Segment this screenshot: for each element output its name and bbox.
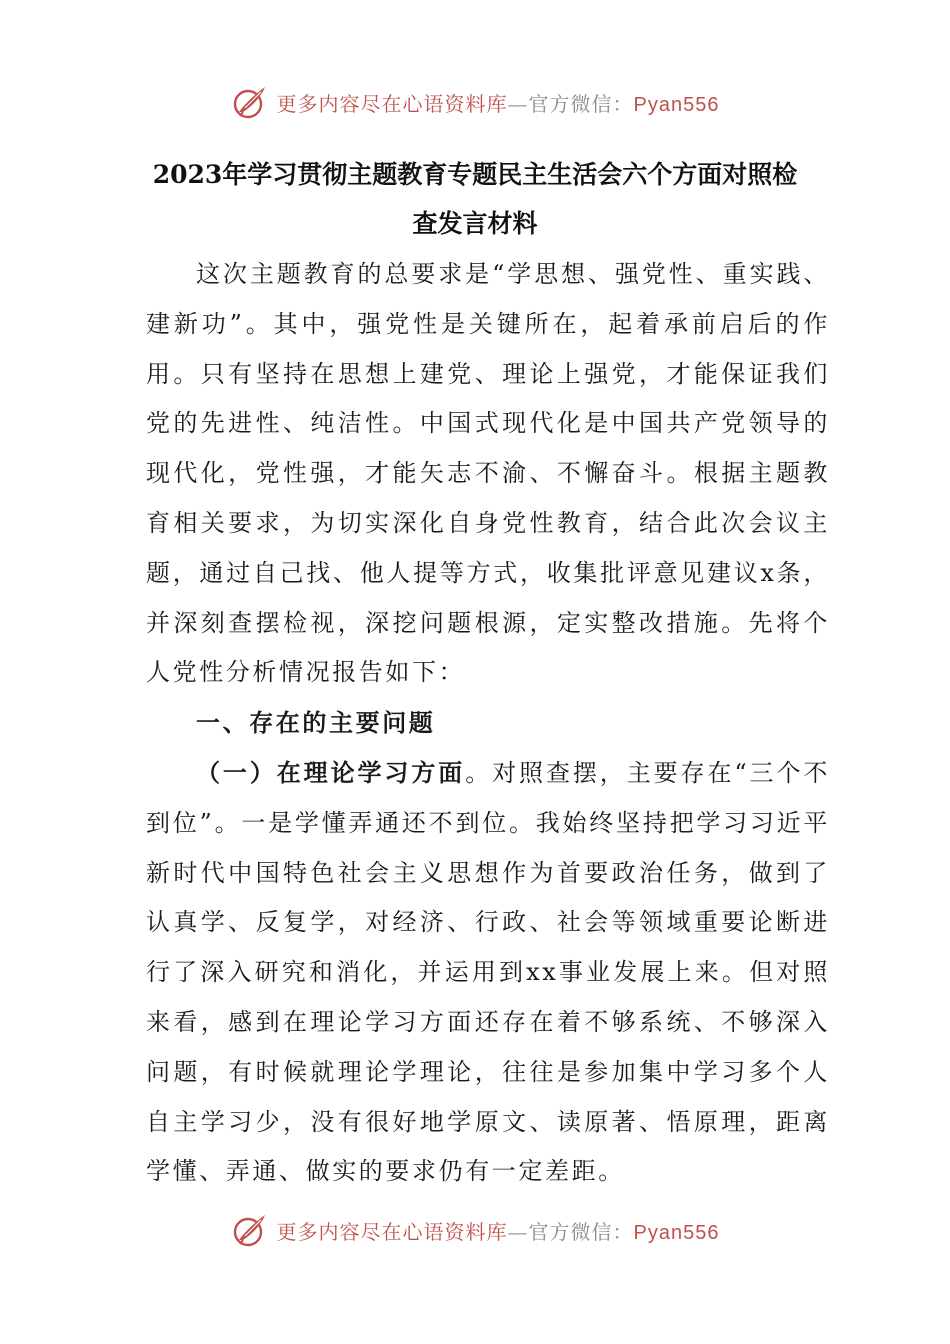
quill-pen-logo-icon [231, 1210, 271, 1250]
document-title-line-1: 2023年学习贯彻主题教育专题民主生活会六个方面对照检 [152, 160, 798, 189]
document-title-line-2: 查发言材料 [412, 209, 538, 238]
subsection-body-text: 。对照查摆，主要存在“三个不到位”。一是学懂弄通还不到位。我始终坚持把学习习近平新时代中国特色社会主义思想作为首要政治任务，做到了认真学、反复学，对经济、行政、社会等领域重要论断进行了深入研究和消化，并运用到xx事业发展上来。但对照来看，感到在理论学习方面还存在着不够系统、不够深入问题，有时候就理论学理论，往往是参加集中学习多个人自主学习少，没有很好地学原文、读原著、悟原理，距离学懂、弄通、做实的要求仍有一定差距。 [146, 758, 830, 1186]
banner-text: 更多内容尽在心语资料库—官方微信：Pyan556 [276, 91, 720, 116]
quill-pen-logo-icon [231, 82, 271, 122]
footer-watermark-banner [0, 1208, 950, 1252]
banner-text: 更多内容尽在心语资料库—官方微信：Pyan556 [276, 1219, 720, 1244]
intro-paragraph: 这次主题教育的总要求是“学思想、强党性、重实践、建新功”。其中，强党性是关键所在，起着承前启后的作用。只有坚持在思想上建党、理论上强党，才能保证我们党的先进性、纯洁性。中国式现代化是中国共产党领导的现代化，党性强，才能矢志不渝、不懈奋斗。根据主题教育相关要求，为切实深化自身党性教育，结合此次会议主题，通过自己找、他人提等方式，收集批评意见建议x条，并深刻查摆检视，深挖问题根源，定实整改措施。先将个人党性分析情况报告如下： [146, 260, 830, 687]
subsection-theory-study [146, 748, 830, 1197]
document-body [146, 250, 830, 1197]
subsection-lead-heading: （一）在理论学习方面 [196, 757, 466, 787]
header-watermark-banner [0, 80, 950, 124]
section-heading-main-problems: 一、存在的主要问题 [196, 708, 436, 738]
